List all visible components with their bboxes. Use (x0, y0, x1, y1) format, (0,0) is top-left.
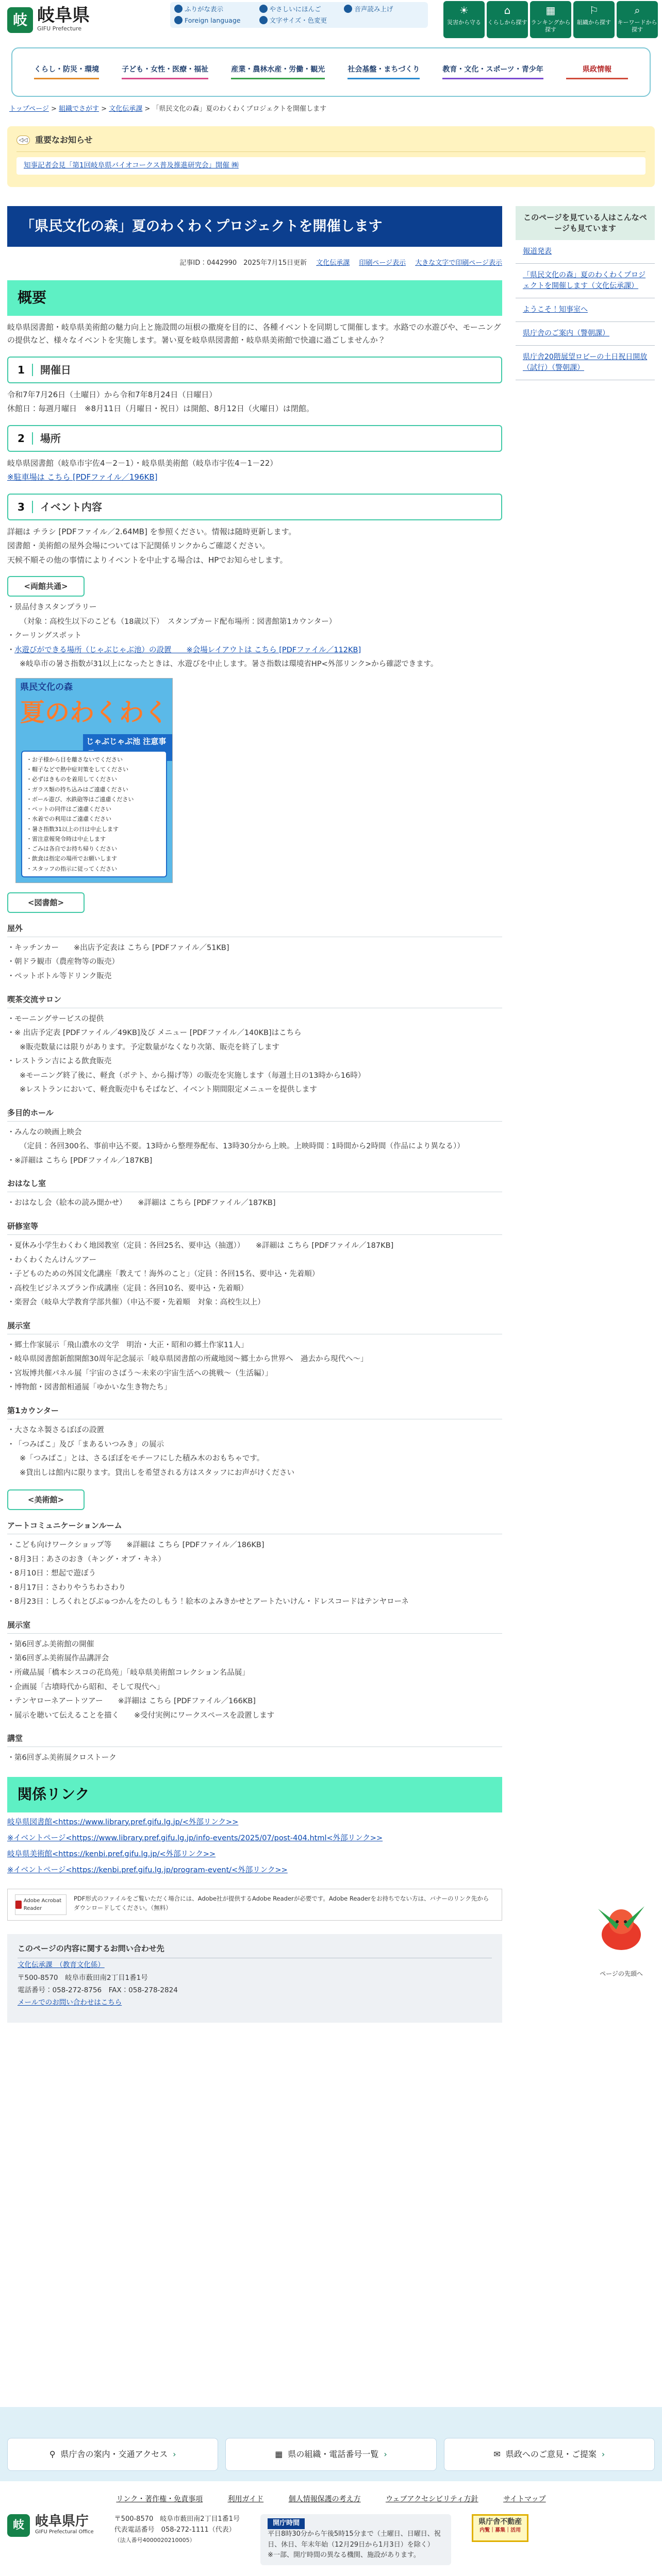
list-item: ・ 博物館・図書館相通展「ゆかいな生き物たち」 (7, 1381, 502, 1395)
breadcrumb-current: 「県民文化の森」夏のわくわくプロジェクトを開催します (152, 105, 327, 113)
subsection-heading: 講堂 (7, 1732, 502, 1747)
closed-days: 休館日：毎週月曜日 ※8月11日（月曜日・祝日）は開館、8月12日（火曜日）は閉館。 (7, 404, 314, 414)
contact-heading: このページの内容に関するお問い合わせ先 (18, 1942, 492, 1958)
list-item: （定員：各回300名、事前申込不要。13時から整理券配布、13時30分から上映。上映時間：1時間から2時間（作品により異なる）） (20, 1142, 465, 1151)
list-item: ・ 朝ドラ観市（農産物等の販売） (7, 955, 502, 970)
subsection-heading: 第1カウンター (7, 1404, 502, 1419)
sidebar-heading: このページを見ている人はこんなページも見ています (516, 206, 655, 240)
prefecture-emblem-icon: 岐 (7, 7, 33, 33)
venue-text: 岐阜県図書館（岐阜市宇佐4－2－1）・岐阜県美術館（岐阜市宇佐4－1－22） (7, 458, 278, 468)
tile-ranking[interactable]: ▦ ランキングから探す (530, 1, 571, 38)
footer-link-privacy[interactable]: 個人情報保護の考え方 (288, 2495, 361, 2503)
footer-buttons (0, 2428, 662, 2481)
record-info: 記事ID：0442990 2025年7月15日更新 (179, 259, 307, 267)
flyer-text: 詳細は チラシ [PDFファイル／2.64MB] を参照ください。情報は随時更新します。 (7, 527, 296, 536)
adobe-reader-banner[interactable]: Adobe Acrobat Reader (15, 1894, 67, 1915)
access-button[interactable]: ⚲ 県庁舎の案内・交通アクセス › (7, 2438, 218, 2471)
list-item: （対象：高校生以下のこども（18歳以下） スタンプカード配布場所：図書館第1カウンター） (20, 617, 337, 626)
list-item: ・ 8月10日：想起で遊ぼう (7, 1567, 502, 1581)
sidebar-item-event[interactable]: 「県民文化の森」夏のわくわくプロジェクトを開催します（文化伝承課） (523, 271, 646, 290)
sidebar-item-press[interactable]: 報道発表 (523, 247, 552, 256)
list-item[interactable]: ・ こども向けワークショップ等 ※詳細は こちら [PDFファイル／186KB] (7, 1538, 502, 1553)
subsection-list (7, 1423, 502, 1480)
prefecture-emblem-icon: 岐 (7, 2514, 30, 2537)
list-item: ・ 郷土作家展示「飛山濃水の文学 明治・大正・昭和の郷土作家11人」 (7, 1338, 502, 1353)
dates-range: 令和7年7月26日（土曜日）から令和7年8月24日（日曜日） (7, 389, 217, 399)
chat-icon: ✉ (493, 2449, 501, 2460)
nav-life[interactable]: くらし・防災・環境 (34, 65, 99, 80)
list-item: ・ 第6回ぎふ美術館の開催 (7, 1638, 502, 1652)
tile-keyword[interactable]: ⌕ キーワードから探す (617, 1, 658, 38)
section-dates-heading: 1 開催日 (7, 357, 502, 383)
list-item: ・ 8月17日：さわりやうちわさわり (7, 1581, 502, 1596)
adobe-icon (15, 1901, 22, 1909)
common-events-heading: <両館共通> (7, 576, 85, 597)
list-item[interactable]: ・ おはなし会（絵本の読み聞かせ） ※詳細は こちら [PDFファイル／187KB] (7, 1196, 502, 1211)
read-aloud-button[interactable]: 音声読み上げ (344, 4, 424, 14)
breadcrumb-top[interactable]: トップページ (9, 105, 49, 113)
list-item: ・ 8月3日：あさのおき（キング・オブ・キネ） (7, 1553, 502, 1567)
list-item: ・ クーリングスポット (7, 629, 502, 643)
important-notice (7, 126, 655, 187)
adobe-reader-notice (7, 1889, 502, 1921)
list-item: ※貸出しは館内に限ります。貸出しを希望される方はスタッフにお声がけください (20, 1468, 294, 1477)
site-logo[interactable] (7, 7, 90, 33)
organization-list-button[interactable]: ▦ 県の組織・電話番号一覧 › (225, 2438, 436, 2471)
list-item: ※モーニング終了後に、軽食（ポテト、から揚げ等）の販売を実施します（毎週土日の13時から16時） (20, 1071, 366, 1080)
footer-links (0, 2494, 662, 2505)
contact-phone: 電話番号：058-272-8756 FAX：058-278-2824 (18, 1986, 178, 1994)
subsection-heading: 喫茶交流サロン (7, 993, 502, 1008)
footer-wave (0, 2407, 662, 2428)
adobe-text: PDF形式のファイルをご覧いただく場合には、Adobe社が提供するAdobe Readerが必要です。Adobe Readerをお持ちでない方は、バナーのリンク先からダウンロードしてください。（無料） (74, 1895, 489, 1911)
list-item: ・ レストラン吉による飲食販売 (7, 1055, 502, 1069)
subsection-list (7, 1538, 502, 1609)
sidebar-item-lobby[interactable]: 県庁舎20階展望ロビーの土日祝日開放（試行）（警朝課） (523, 353, 648, 372)
text-size-color-button[interactable]: 文字サイズ・色変更 (259, 15, 339, 26)
house-icon: ⌂ (504, 4, 511, 16)
parking-pdf-link[interactable]: ※駐車場は こちら [PDFファイル／196KB] (7, 472, 158, 482)
sidebar-item-building[interactable]: 県庁舎のご案内（警朝課） (523, 329, 609, 337)
footer-address: 〒500-8570 岐阜市薮田南2丁目1番1号 代表電話番号 058-272-1111（代表） （法人番号4000020210005） (114, 2515, 240, 2544)
office-hours: 開庁時間 平日8時30分から午後5時15分まで（土曜日、日曜日、祝日、休日、年末年始（12月29日から1月3日）を除く） ※一部、開庁時間の異なる機関、施設があります。 (260, 2514, 451, 2565)
weather-note: 天候不順その他の事情によりイベントを中止する場合は、HPでお知らせします。 (7, 555, 288, 565)
list-item: ・ 展示を聴いて伝えることを描く ※受付実例にワークスペースを設置します (7, 1709, 502, 1723)
subsection-heading: おはなし室 (7, 1177, 502, 1192)
furigana-button[interactable]: ふりがな表示 (174, 4, 254, 14)
list-item: ・ 宮坂博共催パネル展「宇宙のさばう～未来の宇宙生活への挑戦～（生活編）」 (7, 1367, 502, 1381)
subsection-list (7, 1338, 502, 1395)
utility-menu (170, 2, 428, 28)
tile-disaster[interactable]: ☀ 災害から守る (443, 1, 485, 38)
subsection-heading: アートコミュニケーションルーム (7, 1519, 502, 1534)
list-item: ・ 第6回ぎふ美術展作品講評会 (7, 1652, 502, 1666)
museum-link[interactable]: 岐阜県美術館<https://kenbi.pref.gifu.lg.jp/<外部リンク>> (7, 1850, 216, 1858)
footer-link-copyright[interactable]: リンク・著作権・免責事項 (116, 2495, 203, 2503)
header-tiles (443, 1, 658, 38)
section-venue-heading: 2 場所 (7, 425, 502, 452)
list-item: ・ 高校生ビジネスプラン作成講座（定員：各回10名、要申込・先着順） (7, 1282, 502, 1296)
library-heading: <図書館> (7, 892, 85, 913)
back-to-top-button[interactable] (588, 1899, 655, 1976)
back-to-top-label: ページの先頭へ (600, 1970, 643, 1977)
nav-children[interactable]: 子ども・女性・医療・福祉 (122, 65, 208, 80)
logo-subtitle: GIFU Prefecture (37, 25, 82, 32)
breadcrumb-department[interactable]: 文化伝承課 (109, 105, 143, 113)
list-item: ・ 8月23日：しろくれとびぶゅつかんをたのしもう！絵本のよみきかせとアートたいけん・ドレスコードはテンヤローネ (7, 1595, 502, 1609)
nav-industry[interactable]: 産業・農林水産・労働・観光 (231, 65, 325, 80)
subsection-heading: 研修室等 (7, 1220, 502, 1235)
chevron-right-icon: › (601, 2449, 605, 2460)
list-item: ・ みんなの映画上映会 (7, 1126, 502, 1140)
subsection-heading: 多目的ホール (7, 1107, 502, 1122)
list-item[interactable]: ・ ※詳細は こちら [PDFファイル／187KB] (7, 1154, 502, 1168)
footer-link-accessibility[interactable]: ウェブアクセシビリティ方針 (386, 2495, 478, 2503)
related-links (7, 1817, 502, 1877)
location-pin-icon: ⚲ (49, 2449, 56, 2460)
subsection-heading: 展示室 (7, 1619, 502, 1634)
list-item: ・ 子どものための外国文化講座「教えて！海外のこと」（定員：各回15名、要申込・先着順） (7, 1267, 502, 1282)
real-estate-banner[interactable]: 県庁舎不動産 内覧｜募集｜活用 (472, 2514, 528, 2542)
list-item: ・ 企画展「古墳時代から昭和、そして現代へ」 (7, 1681, 502, 1695)
list-item: ・ 水遊びができる場所（じゃぶじゃぶ池）の設置 ※会場レイアウトは こちら [PDFファイル／112KB] (7, 643, 502, 658)
museum-event-link[interactable]: ※イベントページ<https://kenbi.pref.gifu.lg.jp/program-event/<外部リンク>> (7, 1866, 288, 1875)
breadcrumb: トップページ > 組織でさがす > 文化伝承課 > 「県民文化の森」夏のわくわくプロジェクトを開催します (9, 105, 327, 113)
list-item: ・ モーニングサービスの提供 (7, 1012, 502, 1027)
notice-link[interactable]: 知事記者会見「第1回岐阜県バイオコークス普及推進研究会」開催 ㈱ (24, 161, 239, 170)
footer-link-guide[interactable]: 利用ガイド (227, 2495, 264, 2503)
list-item: ・ 岐阜県図書館新館開館30周年記念展示「岐阜県図書館の所蔵地図～郷土から世界へ 過去から現代へ～」 (7, 1352, 502, 1367)
easy-japanese-button[interactable]: やさしいにほんご (259, 4, 339, 14)
library-event-link[interactable]: ※イベントページ<https://www.library.pref.gifu.lg.jp/info-events/2025/07/post-404.html<外部リンク>> (7, 1834, 383, 1842)
contact-box (7, 1934, 502, 2023)
foreign-language-button[interactable]: Foreign language (174, 15, 254, 26)
megaphone-icon: ◁◁ (16, 135, 30, 145)
notice-heading: 重要なお知らせ (35, 134, 93, 145)
contact-address: 〒500-8570 岐阜市薮田南2丁目1番1号 (18, 1973, 148, 1982)
list-item[interactable]: ・ キッチンカー ※出店予定表は こちら [PDFファイル／51KB] (7, 941, 502, 956)
list-item: ・ 大さなネ製さるぼぼの設置 (7, 1423, 502, 1438)
large-print-link[interactable]: 大きな文字で印刷ページ表示 (415, 259, 502, 267)
list-item: ※岐阜市の暑さ指数が31以上になったときは、水遊びを中止します。暑さ指数は環境省HP<外部リンク>から確認できます。 (20, 660, 438, 669)
nav-prefectural-info[interactable]: 県政情報 (566, 65, 628, 80)
list-item: ※レストランにおいて、軽食販売中もそばなど、イベント期間限定メニューを提供します (20, 1086, 317, 1094)
list-item: ・ 景品付きスタンプラリー (7, 601, 502, 615)
disaster-icon: ☀ (459, 4, 469, 16)
list-item[interactable]: ・ テンヤローネアートツアー ※詳細は こちら [PDFファイル／166KB] (7, 1694, 502, 1709)
globe-icon (174, 16, 183, 24)
library-link[interactable]: 岐阜県図書館<https://www.library.pref.gifu.lg.jp/<外部リンク>> (7, 1818, 239, 1826)
sidebar-item-governor[interactable]: ようこそ！知事室へ (523, 306, 588, 314)
list-item: ※「つみばこ」とは、さるぼぼをモチーフにした積み木のおもちゃです。 (20, 1454, 264, 1463)
print-page-link[interactable]: 印刷ページ表示 (359, 259, 406, 267)
breadcrumb-organization[interactable]: 組織でさがす (59, 105, 100, 113)
tile-organization[interactable]: ⚐ 組織から探す (573, 1, 615, 38)
subsection-list (7, 1126, 502, 1168)
nav-infrastructure[interactable]: 社会基盤・まちづくり (347, 65, 420, 80)
search-icon: ⌕ (634, 4, 640, 16)
subsection-list (7, 1638, 502, 1723)
logo-title: 岐阜県 (37, 5, 90, 26)
footer-info (7, 2514, 657, 2565)
ranking-icon: ▦ (545, 4, 556, 16)
chevron-right-icon: › (173, 2449, 176, 2460)
list-item: ・ 楽習会（岐阜大学教育学部共催）（申込不要・先着順 対象：高校生以上） (7, 1296, 502, 1310)
text-size-icon (259, 16, 268, 24)
easy-japanese-icon (259, 5, 268, 13)
common-events-list (7, 601, 502, 672)
overview-text: 岐阜県図書館・岐阜県美術館の魅力向上と施設間の垣根の撤廃を目的に、各種イベントを同期して開催します。水路での水遊びや、モーニングの提供など、様々なイベントを実施します。暑い夏を岐阜県図書館・岐阜県美術館で快適に過ごしませんか？ (7, 322, 501, 345)
list-item: ・ 第6回ぎふ美術展クロストーク (7, 1751, 502, 1766)
list-item: ・ 所蔵品展「橋本シスコの花鳥苑」「岐阜県美術館コレクション名品展」 (7, 1666, 502, 1681)
list-item[interactable]: ・ ※ 出店予定表 [PDFファイル／49KB]及び メニュー [PDFファイル／140KB]はこちら (7, 1026, 502, 1041)
related-links-heading: 関係リンク (7, 1777, 502, 1812)
footer-link-sitemap[interactable]: サイトマップ (503, 2495, 546, 2503)
furigana-icon (174, 5, 183, 13)
subsection-heading: 展示室 (7, 1319, 502, 1334)
subsection-list (7, 1012, 502, 1097)
museum-heading: <美術館> (7, 1489, 85, 1510)
list-item: ・ わくわくたんけんツアー (7, 1253, 502, 1268)
section-events-heading: 3 イベント内容 (7, 494, 502, 520)
sidebar (516, 206, 655, 380)
contact-department-link[interactable]: 文化伝承課 （教育文化係） (18, 1961, 105, 1970)
nav-education[interactable]: 教育・文化・スポーツ・青少年 (442, 65, 543, 80)
page-title: 「県民文化の森」夏のわくわくプロジェクトを開催します (7, 206, 502, 247)
subsection-list (7, 941, 502, 984)
site-header (0, 0, 662, 40)
list-item[interactable]: ・ 夏休み小学生わくわく地図教室（定員：各回25名、要申込（抽選）） ※詳細は こちら [PDFファイル／187KB] (7, 1239, 502, 1253)
organization-icon: ⚐ (589, 4, 599, 16)
subsection-list (7, 1751, 502, 1766)
chevron-right-icon: › (384, 2449, 387, 2460)
tile-life[interactable]: ⌂ くらしから探す (487, 1, 528, 38)
mascot-icon (588, 1899, 655, 1965)
main-content (7, 206, 502, 2023)
list-item: ※販売数量には限りがあります。予定数量がなくなり次第、販売を終了します (20, 1043, 279, 1052)
building-icon: ▦ (275, 2449, 283, 2460)
article-meta (7, 258, 502, 269)
global-nav (11, 47, 651, 97)
subsection-list (7, 1239, 502, 1310)
overview-heading: 概要 (7, 280, 502, 316)
library-sections (7, 922, 502, 1480)
list-item: ・ ペットボトル等ドリンク販売 (7, 970, 502, 984)
event-poster-image[interactable]: 県民文化の森 夏のわくわく じゃぶじゃぶ池 注意事 ・お子様から目を離さないでください ・帽子などで熱中症対策をしてください ・必ずはきものを着用してください ・ガラス類の持ち込みはご遠慮ください ・ボール遊び、水鉄砲等はご遠慮ください ・ペットの同伴はご遠慮ください ・水着での利用はご遠慮ください ・暑さ指数31以上の日は中止します ・雷注意報発令時は中止します ・ごみは各自でお持ち帰りください ・飲食は指定の場所でお願いします ・スタッフの指示に従ってください (15, 678, 173, 883)
department-link[interactable]: 文化伝承課 (316, 259, 350, 267)
footer-logo: 岐 岐阜県庁 GIFU Prefectural Office (7, 2514, 94, 2537)
subsection-heading: 屋外 (7, 922, 502, 937)
outdoor-note: 図書館・美術館の屋外会場については下記関係リンクからご確認ください。 (7, 541, 270, 551)
museum-sections (7, 1519, 502, 1766)
speaker-icon (344, 5, 352, 13)
contact-email-link[interactable]: メールでのお問い合わせはこちら (18, 1998, 122, 2007)
subsection-list (7, 1196, 502, 1211)
list-item: ・ 「つみばこ」及び「まあるいつみき」の展示 (7, 1438, 502, 1452)
opinion-button[interactable]: ✉ 県政へのご意見・ご提案 › (444, 2438, 655, 2471)
